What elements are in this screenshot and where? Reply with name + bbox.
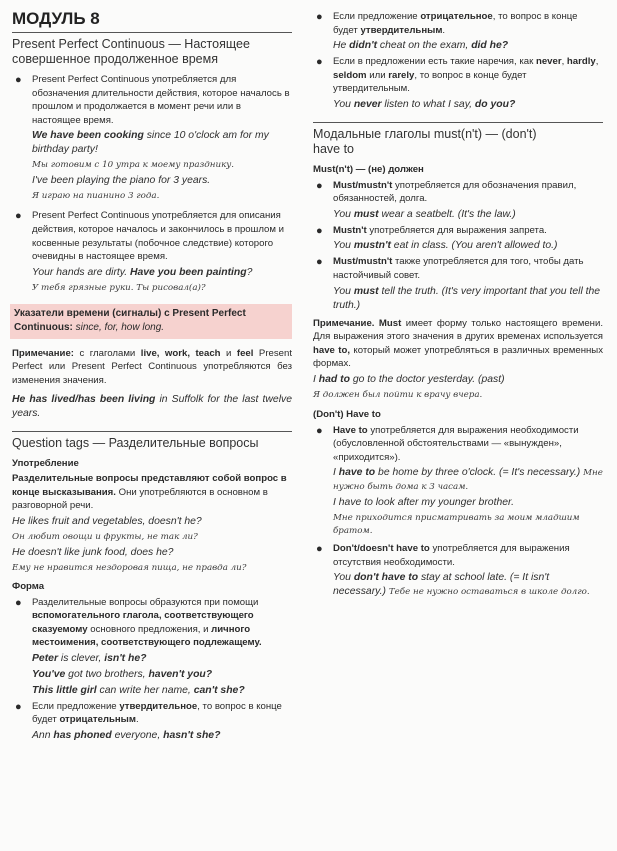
bullet-must-2: ● Mustn't употребляется для выражения запрета. You mustn't eat in class. (You aren't allowed to.) [313, 224, 603, 254]
divider [12, 431, 292, 432]
module-title: МОДУЛЬ 8 [12, 9, 100, 28]
bullet-ppc-1: ● Present Perfect Continuous употребляется для обозначения длительности действия, которое началось в прошлом и продолжается в момент речи или в настоящее время. We have been cooking since 10 o'clock am for my birthday party! Мы готовим с 10 утра к моему празднику. I've been playing the piano for 3 years. Я играю на пианино 3 года. [12, 73, 292, 203]
example: You must wear a seatbelt. (It's the law.) [333, 208, 516, 220]
example: He didn't cheat on the exam, did he? [333, 40, 509, 52]
example: I have to be home by three o'clock. (= It's necessary.) Мне нужно быть дома к 3 часам. [333, 467, 603, 493]
have-to-heading: (Don't) Have to [313, 408, 381, 420]
translation: Я играю на пианино 3 года. [32, 191, 160, 202]
example: I have to look after my younger brother. [333, 497, 514, 509]
divider [313, 122, 603, 123]
form-heading: Форма [12, 580, 45, 592]
right-column [313, 0, 603, 601]
example: Your hands are dirty. Have you been painting? [32, 266, 253, 278]
bullet-dont-have-to: ● Don't/doesn't have to употребляется для выражения отсутствия необходимости. You don't have to stay at school late. (= It isn't necessary.) Тебе не нужно оставаться в школе долго. [313, 542, 603, 599]
example: Peter is clever, isn't he? [32, 652, 147, 664]
example: You never listen to what I say, do you? [333, 98, 516, 110]
example: He has lived/has been living in Suffolk for the last twelve years. [12, 393, 292, 419]
bullet-icon: ● [15, 210, 22, 223]
note-ppc: Примечание: с глаголами live, work, teach и feel Present Perfect или Present Perfect Continuous употребляются без изменения значения. [12, 347, 292, 386]
bullet-form-2: ● Если предложение утвердительное, то вопрос в конце будет отрицательным. Ann has phoned everyone, hasn't she? [12, 700, 292, 743]
bullet-icon: ● [15, 700, 22, 713]
bullet-must-3: ● Must/mustn't также употребляется для того, чтобы дать настойчивый совет. You must tell the truth. (It's very important that you tell the truth.) [313, 255, 603, 312]
translation: Ему не нравится нездоровая пища, не правда ли? [12, 562, 247, 573]
translation: Я должен был пойти к врачу вчера. [313, 389, 483, 400]
bullet-qt-adverbs: ● Если в предложении есть такие наречия, как never, hardly, seldom или rarely, то вопрос в конце будет утвердительным. You never listen to what I say, do you? [313, 55, 603, 112]
bullet-icon: ● [316, 56, 323, 69]
example: You must tell the truth. (It's very important that you tell the truth.) [333, 285, 601, 311]
divider [12, 32, 292, 33]
example: I had to go to the doctor yesterday. (past) [313, 373, 505, 385]
example: I've been playing the piano for 3 years. [32, 175, 211, 187]
bullet-icon: ● [316, 11, 323, 23]
bullet-have-to: ● Have to употребляется для выражения необходимости (обусловленной обстоятельствами — «вынужден», «приходится»). I have to be home by three o'clock. (= It's necessary.) Мне нужно быть дома к 3 часам. I have to look after my younger brother. Мне приходится присматривать за моим младшим братом. [316, 424, 603, 537]
bullet-qt-negative: ● Если предложение отрицательное, то вопрос в конце будет утвердительным. He didn't cheat on the exam, did he? [313, 10, 603, 53]
time-signals-box: Указатели времени (сигналы) с Present Perfect Continuous: since, for, how long. [10, 304, 292, 339]
note-must: Примечание. Must имеет форму только настоящего времени. Для выражения этого значения в других временах используется have to, который может употребляться в различных временных формах. [313, 317, 603, 370]
usage-text: Разделительные вопросы представляют собой вопрос в конце высказывания. Они употребляются в основном в разговорной речи. [12, 473, 287, 512]
example: This little girl can write her name, can't she? [32, 684, 245, 696]
must-heading: Must(n't) — (не) должен [313, 163, 424, 175]
section-title-modals: Модальные глаголы must(n't) — (don't) have to [313, 126, 537, 156]
bullet-icon: ● [316, 424, 323, 437]
bullet-icon: ● [316, 256, 323, 269]
example: He likes fruit and vegetables, doesn't he? [12, 515, 202, 527]
bullet-icon: ● [316, 224, 323, 237]
translation: У тебя грязные руки. Ты рисовал(а)? [32, 282, 206, 293]
left-column [12, 0, 292, 745]
bullet-icon: ● [316, 179, 323, 192]
example: He doesn't like junk food, does he? [12, 546, 174, 558]
bullet-icon: ● [15, 74, 22, 86]
example: You don't have to stay at school late. (= It isn't necessary.) Тебе не нужно оставаться в школе долго. [333, 572, 590, 598]
bullet-icon: ● [316, 543, 323, 556]
translation: Мне приходится присматривать за моим младшим братом. [333, 513, 580, 537]
section-title-ppc: Present Perfect Continuous — Настоящее совершенное продолженное время [12, 37, 250, 66]
usage-heading: Употребление [12, 457, 79, 469]
bullet-must-1: ● Must/mustn't употребляется для обозначения правил, обязанностей, долга. You must wear a seatbelt. (It's the law.) [313, 179, 603, 222]
example: You've got two brothers, haven't you? [32, 668, 213, 680]
bullet-ppc-2: ● Present Perfect Continuous употребляется для описания действия, которое началось и закончилось в прошлом и косвенные результаты (побочное следствие) которого очевидны в настоящее время. Your hands are dirty. Have you been painting? У тебя грязные руки. Ты рисовал(а)? [12, 209, 292, 294]
translation: Он любит овощи и фрукты, не так ли? [12, 531, 198, 542]
bullet-form-1: ● Разделительные вопросы образуются при помощи вспомогательного глагола, соответствующего сказуемому основного предложения, и личного местоимения, соответствующего подлежащему. Peter is clever, isn't he? You've got two brothers, haven't you? This little girl can write her name, can't she? [12, 596, 292, 698]
bullet-icon: ● [15, 596, 22, 609]
example: We have been cooking since 10 o'clock am for my birthday party! [32, 130, 269, 156]
example: You mustn't eat in class. (You aren't allowed to.) [333, 240, 558, 252]
section-title-question-tags: Question tags — Разделительные вопросы [12, 435, 259, 450]
translation: Мы готовим с 10 утра к моему празднику. [32, 160, 235, 171]
example: Ann has phoned everyone, hasn't she? [32, 730, 221, 742]
